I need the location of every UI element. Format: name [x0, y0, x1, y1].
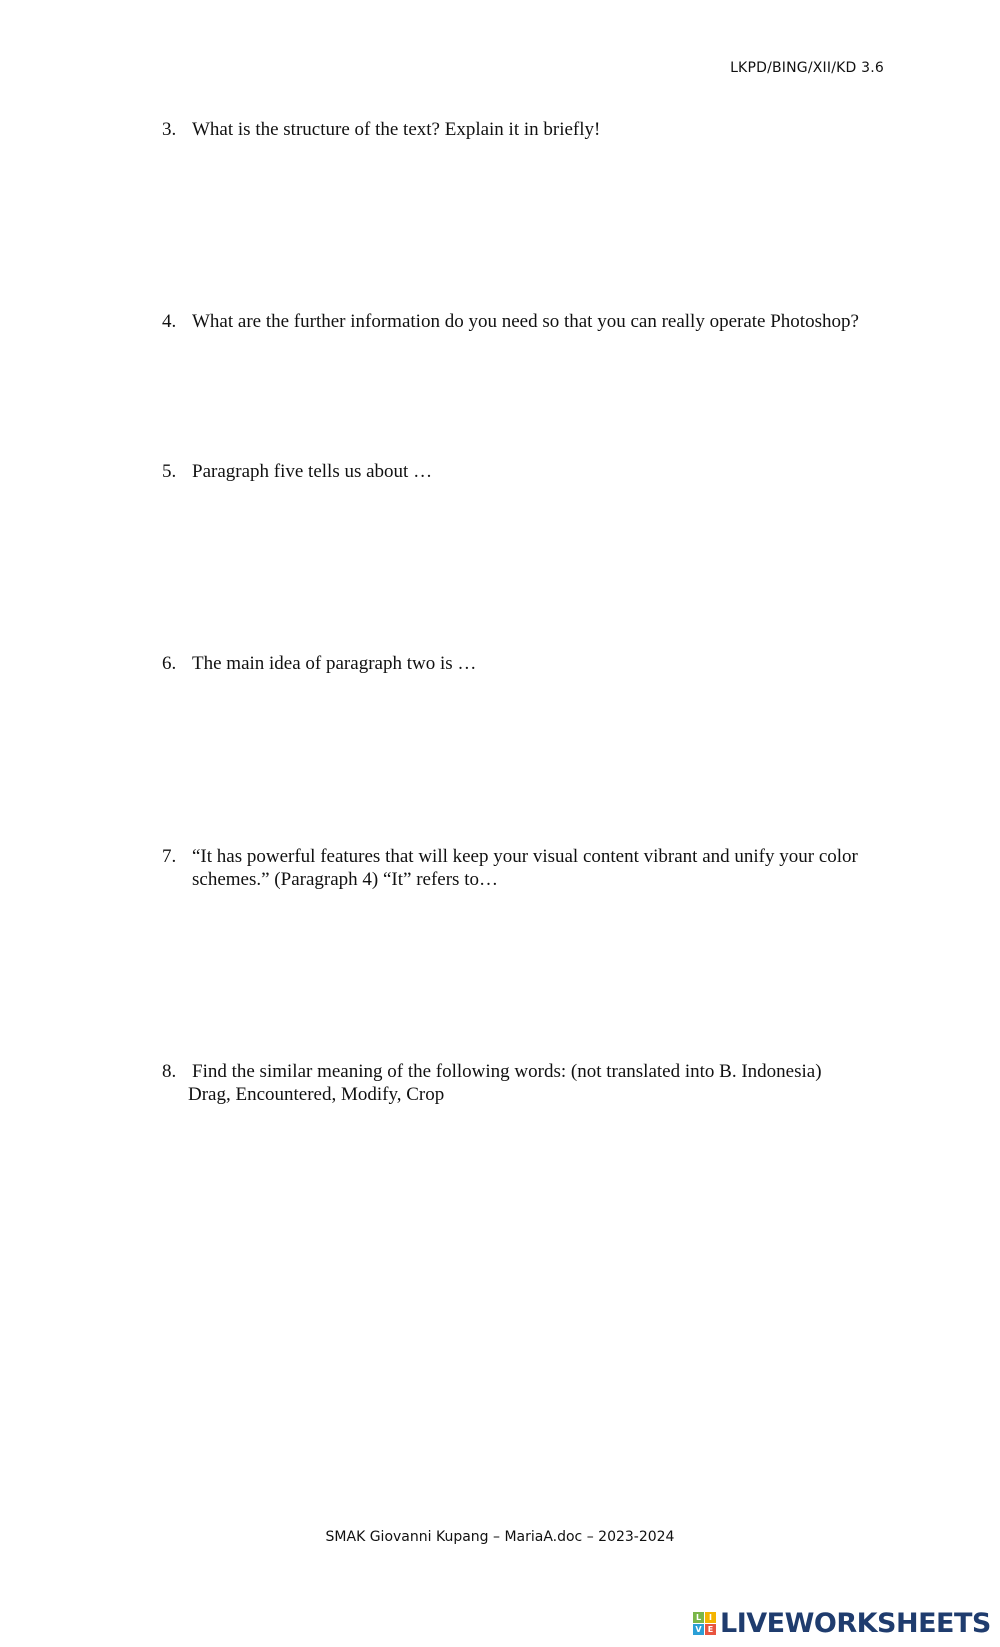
question-6 — [162, 652, 892, 675]
question-text: The main idea of paragraph two is … — [192, 653, 477, 674]
logo-tile: I — [705, 1612, 716, 1623]
question-number: 4. — [162, 311, 177, 332]
question-text: What is the structure of the text? Explain it in briefly! — [192, 119, 601, 140]
question-number: 3. — [162, 119, 177, 140]
question-7 — [162, 845, 922, 891]
liveworksheets-brand — [693, 1607, 991, 1639]
question-number: 7. — [162, 846, 177, 867]
brand-name: LIVEWORKSHEETS — [720, 1607, 991, 1639]
logo-tile: V — [693, 1624, 704, 1635]
question-8 — [162, 1060, 922, 1106]
page-footer: SMAK Giovanni Kupang – MariaA.doc – 2023-2024 — [325, 1529, 675, 1545]
question-5 — [162, 460, 892, 483]
question-text-line-2: schemes.” (Paragraph 4) “It” refers to… — [192, 869, 498, 890]
document-code: LKPD/BING/XII/KD 3.6 — [730, 60, 884, 76]
question-text: Paragraph five tells us about … — [192, 461, 433, 482]
logo-tile: E — [705, 1624, 716, 1635]
question-text: What are the further information do you need so that you can really operate Photoshop? — [192, 311, 859, 332]
question-number: 8. — [162, 1061, 177, 1082]
question-number: 5. — [162, 461, 177, 482]
question-number: 6. — [162, 653, 177, 674]
question-3 — [162, 118, 892, 141]
question-text-line-1: Find the similar meaning of the following words: (not translated into B. Indonesia) — [192, 1061, 822, 1082]
question-word-list: Drag, Encountered, Modify, Crop — [188, 1084, 445, 1105]
liveworksheets-logo-icon — [693, 1612, 716, 1635]
logo-tile: L — [693, 1612, 704, 1623]
question-4 — [162, 310, 912, 333]
question-text-line-1: “It has powerful features that will keep your visual content vibrant and unify your color — [192, 846, 858, 867]
